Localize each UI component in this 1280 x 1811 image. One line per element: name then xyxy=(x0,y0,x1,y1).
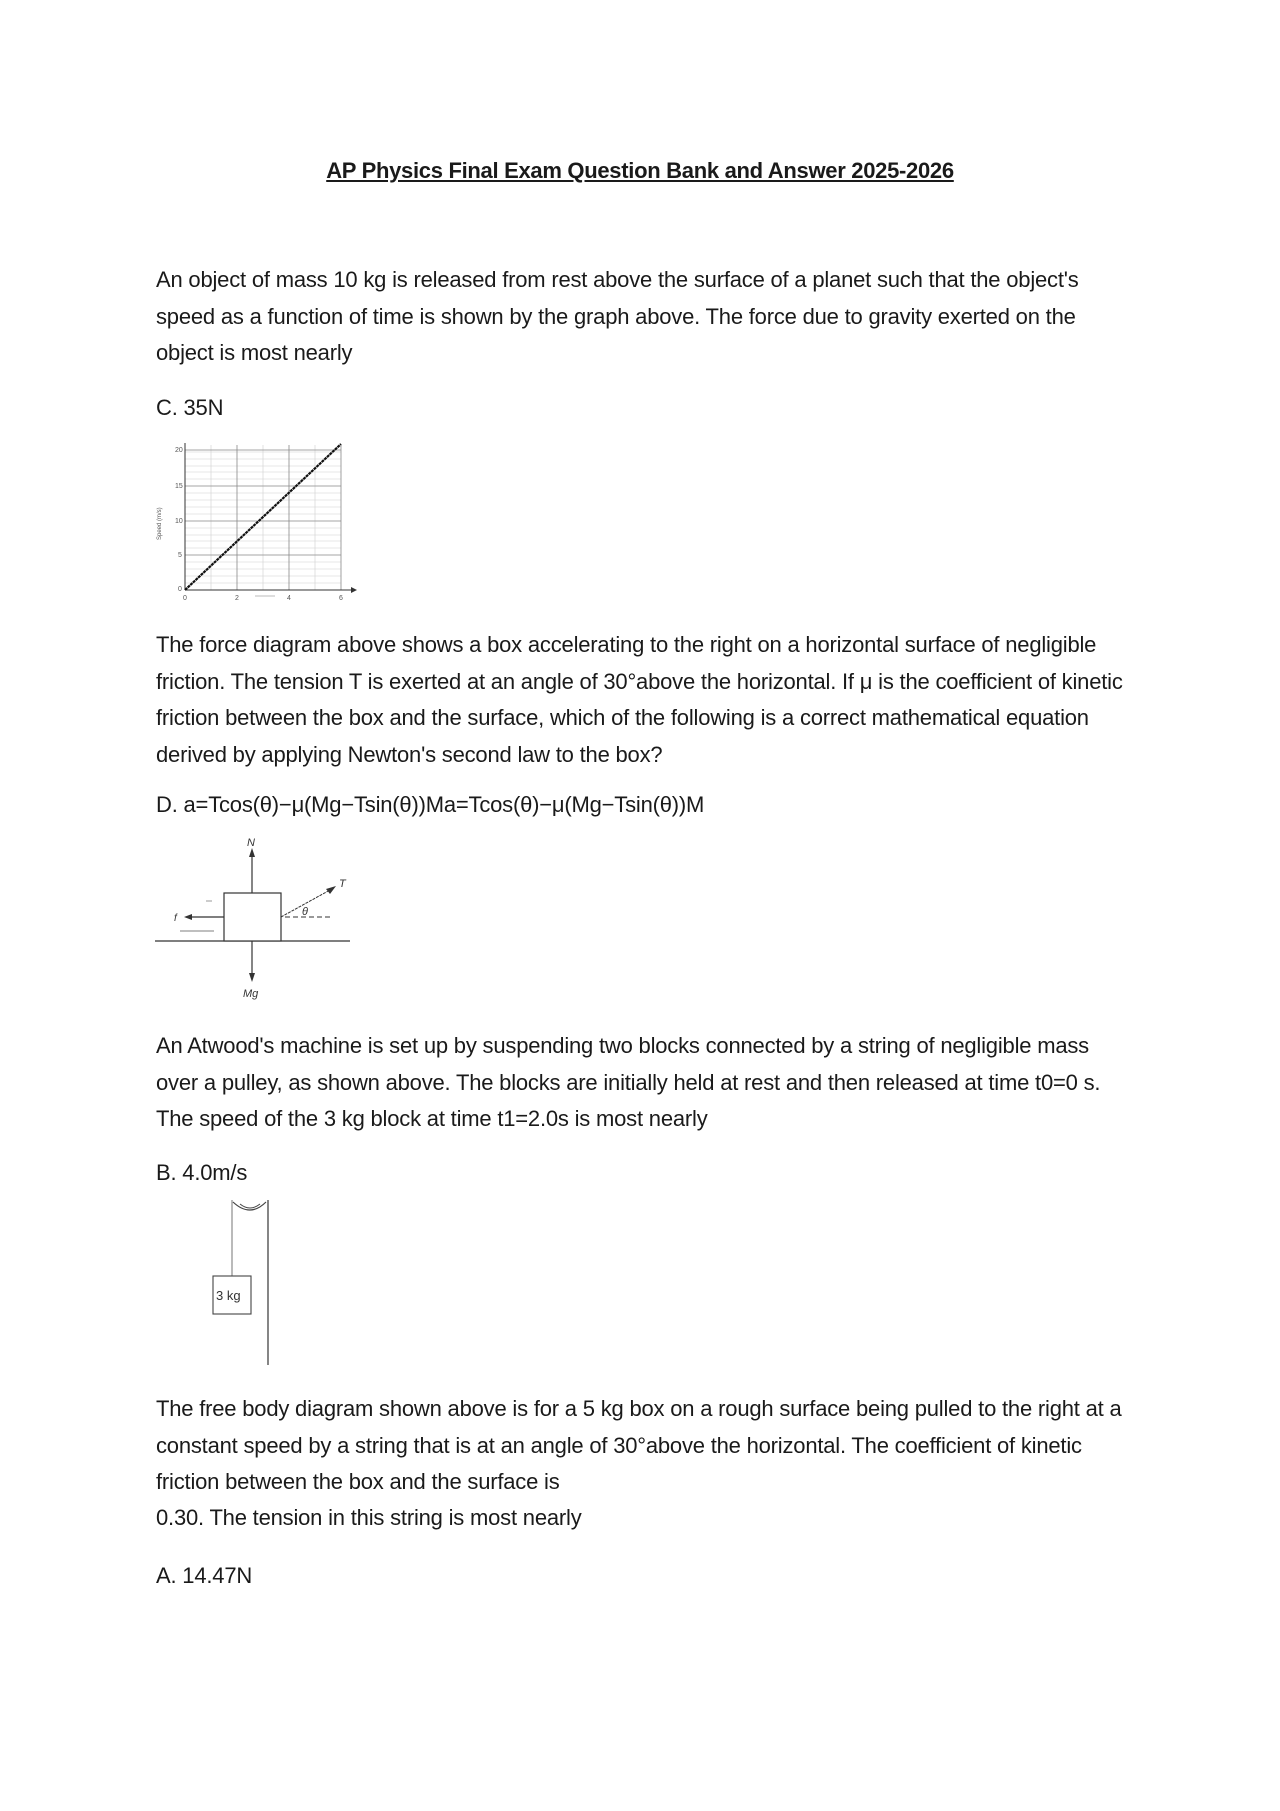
question-4-text: The free body diagram shown above is for a 5 kg box on a rough surface being pulled to the right at a constant speed by a string that is at an angle of 30°above the horizontal. The coefficient of kinetic friction between the box and the surface is xyxy=(156,1396,1122,1494)
y-tick-20: 20 xyxy=(175,447,183,454)
x-tick-0: 0 xyxy=(183,595,187,602)
y-tick-10: 10 xyxy=(175,518,183,525)
y-tick-15: 15 xyxy=(175,483,183,490)
question-2-answer: D. a=Tcos(θ)−μ(Mg−Tsin(θ))Ma=Tcos(θ)−μ(Mg−Tsin(θ))M xyxy=(156,792,705,817)
force-diagram xyxy=(150,835,360,1015)
question-3-answer: B. 4.0m/s xyxy=(156,1160,248,1185)
x-tick-4: 4 xyxy=(287,595,291,602)
question-1-text: An object of mass 10 kg is released from rest above the surface of a planet such that the object's speed as a function of time is shown by the graph above. The force due to gravity exerted on the object is most nearly xyxy=(156,267,1079,365)
question-4-text-line2: 0.30. The tension in this string is most nearly xyxy=(156,1505,582,1530)
y-tick-0: 0 xyxy=(178,586,182,593)
y-tick-5: 5 xyxy=(178,552,182,559)
atwood-machine-diagram xyxy=(200,1200,290,1385)
speed-time-graph xyxy=(145,440,365,615)
tension-label: T xyxy=(339,878,346,890)
x-tick-6: 6 xyxy=(339,595,343,602)
y-axis-label: Speed (m/s) xyxy=(157,507,163,540)
angle-label: θ xyxy=(302,906,308,918)
friction-label: f xyxy=(174,913,177,924)
question-4-answer: A. 14.47N xyxy=(156,1563,253,1588)
weight-label: Mg xyxy=(243,988,259,1000)
question-1-answer: C. 35N xyxy=(156,395,224,420)
block-label: 3 kg xyxy=(216,1288,241,1303)
x-tick-2: 2 xyxy=(235,595,239,602)
document-title: AP Physics Final Exam Question Bank and Answer 2025-2026 xyxy=(326,158,954,183)
normal-force-label: N xyxy=(247,837,255,849)
question-2-text: The force diagram above shows a box accelerating to the right on a horizontal surface of negligible friction. The tension T is exerted at an angle of 30°above the horizontal. If μ is the coefficient of kinetic friction between the box and the surface, which of the following is a correct mathematical equation derived by applying Newton's second law to the box? xyxy=(156,632,1123,767)
question-3-text: An Atwood's machine is set up by suspending two blocks connected by a string of negligible mass over a pulley, as shown above. The blocks are initially held at rest and then released at time t0=0 s. The speed of the 3 kg block at time t1=2.0s is most nearly xyxy=(156,1033,1101,1131)
